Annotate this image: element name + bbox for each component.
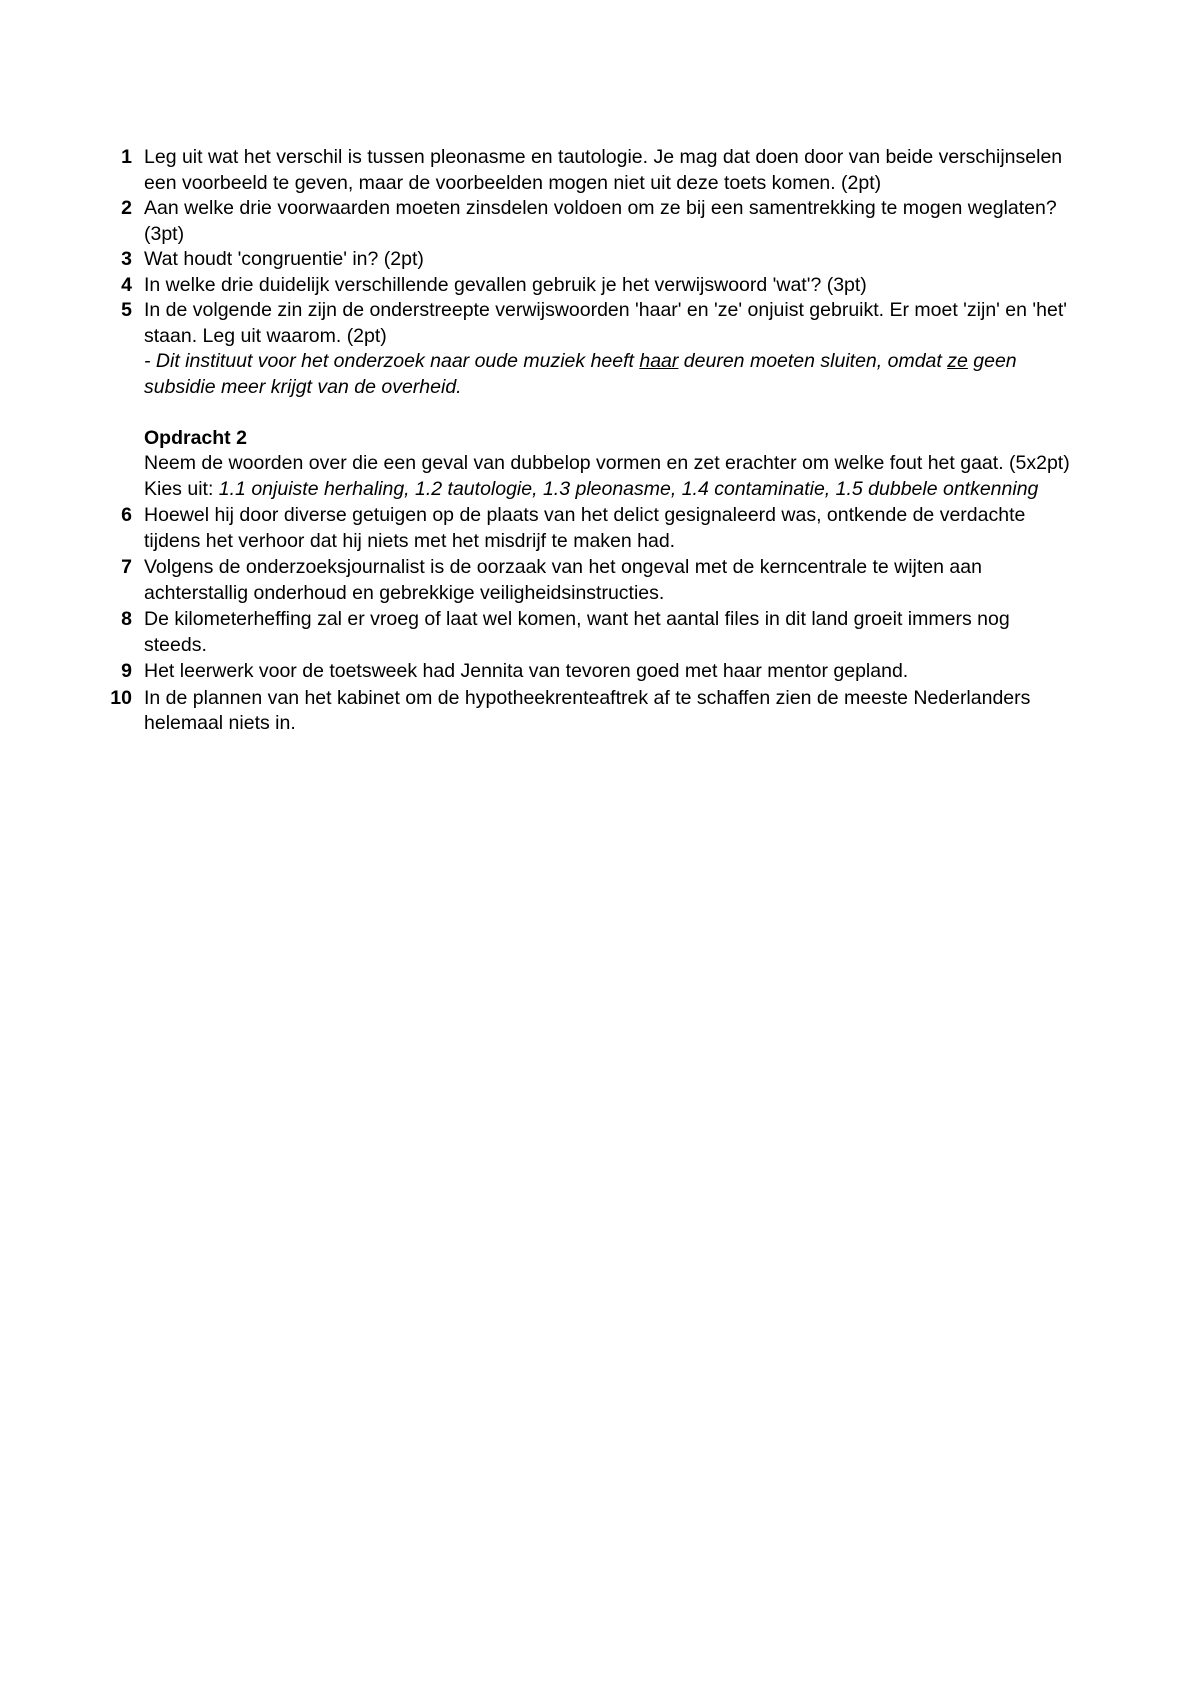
example-sentence: [144, 349, 1070, 400]
underlined-word-haar: haar: [639, 350, 679, 372]
question-number: 6: [121, 504, 132, 526]
choose-label: Kies uit:: [144, 477, 219, 500]
question-number: 3: [121, 248, 132, 270]
question-number: 9: [121, 660, 132, 682]
question-number: 2: [121, 197, 132, 219]
choose-line: [144, 477, 1070, 503]
question-text: Leg uit wat het verschil is tussen pleonasme en tautologie. Je mag dat doen door van beide verschijnselen een voorbeeld te geven, maar de voorbeelden mogen niet uit deze toets komen. (2pt): [144, 146, 1063, 194]
choose-options: 1.1 onjuiste herhaling, 1.2 tautologie, 1.3 pleonasme, 1.4 contaminatie, 1.5 dubbele ontkenning: [218, 477, 1039, 500]
question-text: Volgens de onderzoeksjournalist is de oorzaak van het ongeval met de kerncentrale te wijten aan achterstallig onderhoud en gebrekkige veiligheidsinstructies.: [144, 556, 982, 604]
question-7: [100, 555, 1070, 606]
assignment-heading: Opdracht 2: [144, 426, 247, 449]
underlined-word-ze: ze: [947, 350, 968, 372]
document-content: [100, 145, 1070, 737]
question-text: In welke drie duidelijk verschillende gevallen gebruik je het verwijswoord 'wat'? (3pt): [144, 273, 867, 296]
question-text: Hoewel hij door diverse getuigen op de plaats van het delict gesignaleerd was, ontkende de verdachte tijdens het verhoor dat hij niets met het misdrijf te maken had.: [144, 504, 1026, 552]
question-3: [100, 247, 1070, 273]
question-1: [100, 145, 1070, 196]
example-part-1: - Dit instituut voor het onderzoek naar oude muziek heeft: [144, 350, 640, 372]
question-number: 8: [121, 608, 132, 630]
question-number: 10: [110, 686, 132, 709]
question-5: [100, 298, 1070, 400]
question-number: 7: [121, 556, 132, 578]
assignment-instruction: Neem de woorden over die een geval van dubbelop vormen en zet erachter om welke fout het gaat. (5x2pt): [144, 452, 1070, 474]
question-5-instruction: In de volgende zin zijn de onderstreepte verwijswoorden 'haar' en 'ze' onjuist gebruikt. Er moet 'zijn' en 'het' staan. Leg uit waarom. (2pt): [144, 299, 1067, 347]
question-9: [100, 659, 1070, 685]
question-text: Het leerwerk voor de toetsweek had Jennita van tevoren goed met haar mentor gepland.: [144, 660, 909, 682]
question-10: [100, 686, 1070, 737]
question-text: Wat houdt 'congruentie' in? (2pt): [144, 248, 424, 270]
question-text: De kilometerheffing zal er vroeg of laat wel komen, want het aantal files in dit land groeit immers nog steeds.: [144, 608, 1010, 656]
blank-line: [100, 400, 1070, 426]
assignment-2-block: [144, 426, 1070, 503]
question-number: 1: [121, 146, 132, 168]
question-2: [100, 196, 1070, 247]
question-6: [100, 503, 1070, 554]
example-part-3: geen subsidie meer krijgt van de overheid.: [144, 350, 1017, 398]
question-number: 5: [121, 299, 132, 321]
question-text: [144, 298, 1070, 400]
question-text: Aan welke drie voorwaarden moeten zinsdelen voldoen om ze bij een samentrekking te mogen weglaten? (3pt): [144, 197, 1057, 245]
question-number: 4: [121, 273, 132, 296]
question-text: In de plannen van het kabinet om de hypotheekrenteaftrek af te schaffen zien de meeste Nederlanders helemaal niets in.: [144, 686, 1031, 734]
question-8: [100, 607, 1070, 658]
example-part-2: deuren moeten sluiten, omdat: [678, 350, 948, 372]
question-4: [100, 273, 1070, 299]
